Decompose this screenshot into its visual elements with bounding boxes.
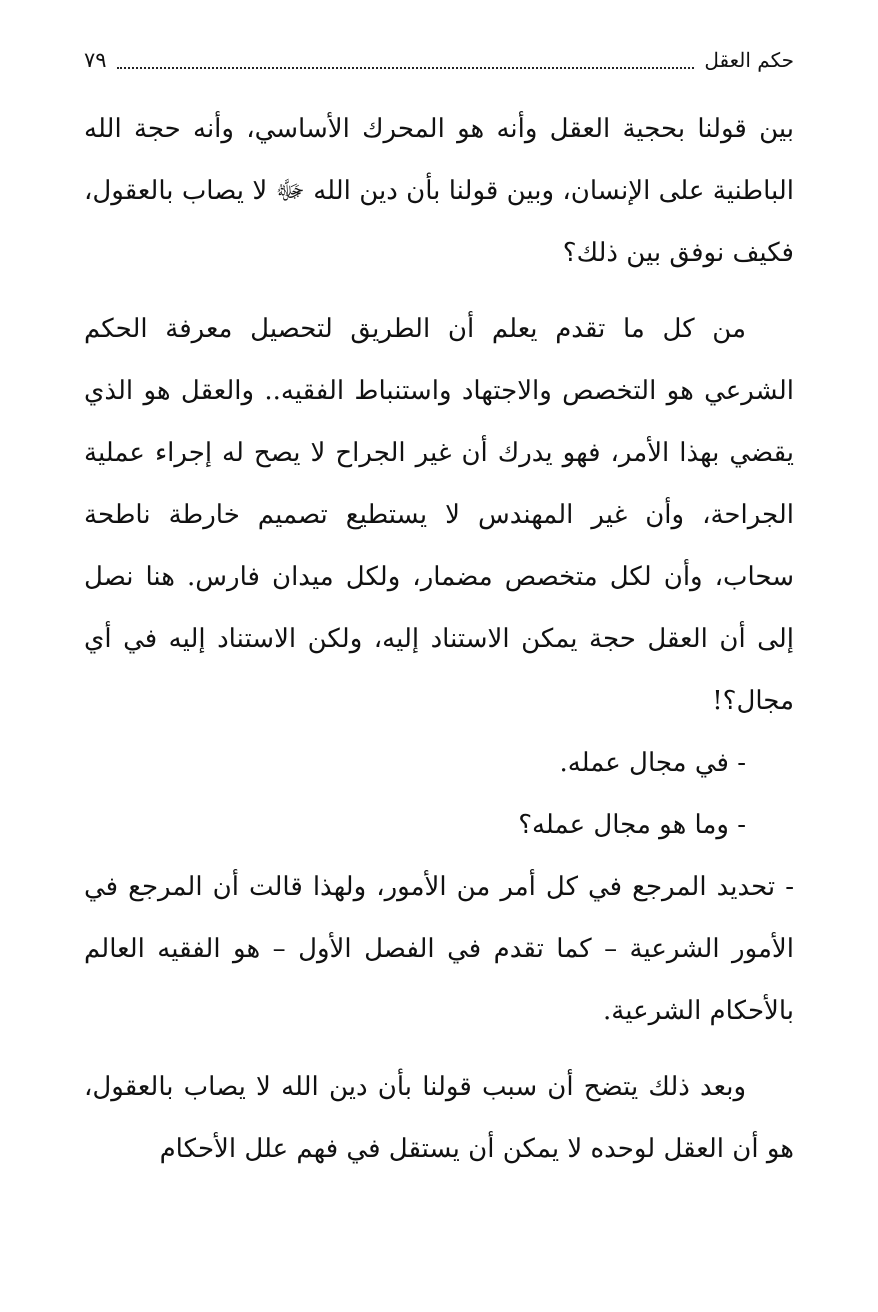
header-dotted-leader [117, 67, 695, 69]
page-number: ٧٩ [84, 48, 107, 72]
dialogue-line-1: - في مجال عمله. [559, 748, 746, 778]
dialogue-line-3: - تحديد المرجع في كل أمر من الأمور، ولهذا قالت أن المرجع في الأمور الشرعية – كما تقدم في الفصل الأول – هو الفقيه العالم بالأحكام الشرعية. [84, 872, 794, 1026]
running-header [84, 40, 794, 80]
dialogue-line-2: - وما هو مجال عمله؟ [518, 810, 746, 840]
paragraph-2: من كل ما تقدم يعلم أن الطريق لتحصيل معرفة الحكم الشرعي هو التخصص والاجتهاد واستنباط الفقيه.. والعقل هو الذي يقضي بهذا الأمر، فهو يدرك أن غير الجراح لا يصح له إجراء عملية الجراحة، وأن غير المهندس لا يستطيع تصميم خارطة ناطحة سحاب، وأن لكل متخصص مضمار، ولكل ميدان فارس. هنا نصل إلى أن العقل حجة يمكن الاستناد إليه، ولكن الاستناد إليه في أي مجال؟! [84, 314, 794, 716]
chapter-title: حكم العقل [704, 48, 794, 72]
page-body [84, 98, 794, 1180]
book-page [84, 0, 794, 1312]
paragraph-1: بين قولنا بحجية العقل وأنه هو المحرك الأساسي، وأنه حجة الله الباطنية على الإنسان، وبين قولنا بأن دين الله ﷻ لا يصاب بالعقول، فكيف نوفق بين ذلك؟ [84, 114, 794, 268]
paragraph-3: وبعد ذلك يتضح أن سبب قولنا بأن دين الله لا يصاب بالعقول، هو أن العقل لوحده لا يمكن أن يستقل في فهم علل الأحكام [84, 1072, 794, 1164]
